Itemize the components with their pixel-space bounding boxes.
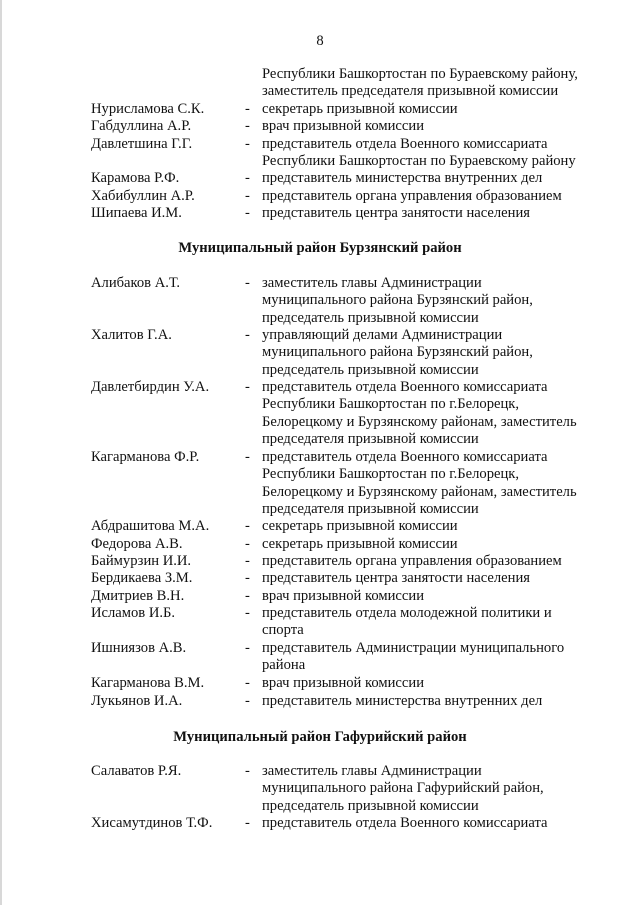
member-name: Нурисламова С.К. bbox=[91, 101, 205, 117]
role-line: представитель отдела молодежной политики и bbox=[262, 605, 552, 621]
entry-dash: - bbox=[245, 327, 250, 343]
role-line: представитель центра занятости населения bbox=[262, 205, 530, 221]
entry-dash: - bbox=[245, 640, 250, 656]
member-name: Алибаков А.Т. bbox=[91, 275, 181, 291]
member-role bbox=[262, 693, 602, 710]
entry-dash: - bbox=[245, 379, 250, 395]
role-line: спорта bbox=[262, 622, 304, 639]
entry-dash: - bbox=[245, 570, 250, 586]
entry-dash: - bbox=[245, 605, 250, 621]
member-role bbox=[262, 118, 602, 135]
member-role bbox=[262, 640, 602, 675]
entry-dash: - bbox=[245, 136, 250, 152]
entry-dash: - bbox=[245, 815, 250, 831]
member-name: Кагарманова Ф.Р. bbox=[91, 449, 200, 465]
member-role bbox=[262, 101, 602, 118]
role-line: управляющий делами Администрации bbox=[262, 327, 503, 343]
role-line: врач призывной комиссии bbox=[262, 118, 424, 134]
member-name: Лукьянов И.А. bbox=[91, 693, 183, 709]
member-name: Габдуллина А.Р. bbox=[91, 118, 192, 134]
section-heading-burzyan: Муниципальный район Бурзянский район bbox=[178, 240, 462, 256]
role-line: представитель министерства внутренних дел bbox=[262, 693, 543, 709]
section-heading-gafury: Муниципальный район Гафурийский район bbox=[173, 729, 467, 745]
member-name: Карамова Р.Ф. bbox=[91, 170, 180, 186]
entry-dash: - bbox=[245, 188, 250, 204]
member-name: Баймурзин И.И. bbox=[91, 553, 192, 569]
role-line: представитель центра занятости населения bbox=[262, 570, 530, 586]
role-line: представитель органа управления образованием bbox=[262, 188, 562, 204]
entry-dash: - bbox=[245, 518, 250, 534]
description-line: Республики Башкортостан по Бураевскому району, bbox=[262, 66, 578, 82]
entry-dash: - bbox=[245, 170, 250, 186]
member-name: Исламов И.Б. bbox=[91, 605, 176, 621]
member-name: Салаватов Р.Я. bbox=[91, 763, 182, 779]
member-role bbox=[262, 605, 602, 640]
role-line: представитель министерства внутренних дел bbox=[262, 170, 543, 186]
member-name: Абдрашитова М.А. bbox=[91, 518, 210, 534]
role-line: секретарь призывной комиссии bbox=[262, 101, 458, 117]
entry-dash: - bbox=[245, 449, 250, 465]
member-role bbox=[262, 675, 602, 692]
entry-dash: - bbox=[245, 553, 250, 569]
role-line: председатель призывной комиссии bbox=[262, 309, 479, 326]
member-name: Ишниязов А.В. bbox=[91, 640, 187, 656]
entry-dash: - bbox=[245, 118, 250, 134]
role-line: представитель отдела Военного комиссариата bbox=[262, 815, 548, 831]
page-edge bbox=[0, 0, 2, 905]
role-line: председателя призывной комиссии bbox=[262, 430, 479, 447]
entry-dash: - bbox=[245, 536, 250, 552]
role-line: председатель призывной комиссии bbox=[262, 361, 479, 378]
entry-dash: - bbox=[245, 101, 250, 117]
role-line: Белорецкому и Бурзянскому районам, заместитель bbox=[262, 413, 577, 430]
role-line: представитель органа управления образованием bbox=[262, 553, 562, 569]
role-line: представитель отдела Военного комиссариата bbox=[262, 136, 548, 152]
entry-dash: - bbox=[245, 675, 250, 691]
entry-dash: - bbox=[245, 763, 250, 779]
member-name: Хисамутдинов Т.Ф. bbox=[91, 815, 213, 831]
role-line: председатель призывной комиссии bbox=[262, 797, 479, 814]
role-line: муниципального района Бурзянский район, bbox=[262, 344, 533, 361]
role-line: Белорецкому и Бурзянскому районам, заместитель bbox=[262, 483, 577, 500]
role-line: заместитель главы Администрации bbox=[262, 275, 482, 291]
role-line: Республики Башкортостан по г.Белорецк, bbox=[262, 396, 520, 413]
entry-dash: - bbox=[245, 588, 250, 604]
role-line: Республики Башкортостан по г.Белорецк, bbox=[262, 466, 520, 483]
role-line: района bbox=[262, 657, 306, 674]
role-line: председателя призывной комиссии bbox=[262, 500, 479, 517]
role-line: Республики Башкортостан по Бураевскому району bbox=[262, 153, 576, 170]
member-role bbox=[262, 275, 602, 327]
member-role bbox=[262, 815, 602, 832]
member-role bbox=[262, 518, 602, 535]
role-line: врач призывной комиссии bbox=[262, 675, 424, 691]
member-role bbox=[262, 449, 602, 518]
member-role bbox=[262, 763, 602, 815]
member-role bbox=[262, 379, 602, 448]
member-name: Федорова А.В. bbox=[91, 536, 183, 552]
member-role bbox=[262, 536, 602, 553]
entry-dash: - bbox=[245, 275, 250, 291]
member-name: Дмитриев В.Н. bbox=[91, 588, 185, 604]
role-line: заместитель главы Администрации bbox=[262, 763, 482, 779]
page-number: 8 bbox=[316, 33, 324, 49]
member-role bbox=[262, 588, 602, 605]
role-line: секретарь призывной комиссии bbox=[262, 518, 458, 534]
role-line: секретарь призывной комиссии bbox=[262, 536, 458, 552]
role-line: муниципального района Бурзянский район, bbox=[262, 292, 533, 309]
member-name: Давлетшина Г.Г. bbox=[91, 136, 193, 152]
role-line: муниципального района Гафурийский район, bbox=[262, 780, 544, 797]
description-line: заместитель председателя призывной комиссии bbox=[262, 83, 559, 100]
role-line: представитель отдела Военного комиссариата bbox=[262, 379, 548, 395]
entry-dash: - bbox=[245, 693, 250, 709]
member-role bbox=[262, 205, 602, 222]
role-line: представитель отдела Военного комиссариата bbox=[262, 449, 548, 465]
member-role bbox=[262, 570, 602, 587]
member-name: Шипаева И.М. bbox=[91, 205, 182, 221]
member-role bbox=[262, 188, 602, 205]
member-name: Давлетбирдин У.А. bbox=[91, 379, 210, 395]
member-name: Бердикаева З.М. bbox=[91, 570, 193, 586]
member-name: Халитов Г.А. bbox=[91, 327, 172, 343]
entry-dash: - bbox=[245, 205, 250, 221]
role-line: врач призывной комиссии bbox=[262, 588, 424, 604]
member-name: Хабибуллин А.Р. bbox=[91, 188, 195, 204]
member-role bbox=[262, 136, 602, 171]
role-line: представитель Администрации муниципального bbox=[262, 640, 565, 656]
entry-description bbox=[262, 66, 602, 101]
member-role bbox=[262, 553, 602, 570]
member-role bbox=[262, 170, 602, 187]
member-name: Кагарманова В.М. bbox=[91, 675, 205, 691]
member-role bbox=[262, 327, 602, 379]
